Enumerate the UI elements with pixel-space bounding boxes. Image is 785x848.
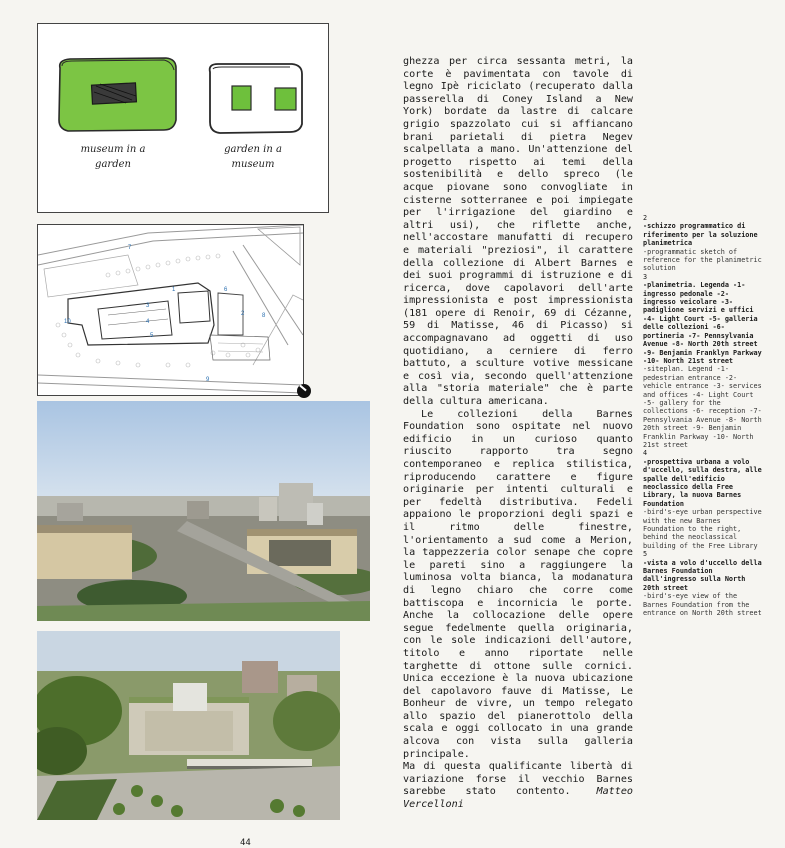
page-number: 44 [240, 838, 251, 848]
article-paragraph-3-text: Ma di questa qualificante libertà di variazione forse il vecchio Barnes sarebbe stato contento. [403, 761, 633, 798]
siteplan-label: 9 [206, 377, 210, 383]
aerial-photo-image [37, 401, 370, 621]
caption-italian: -schizzo programmatico di riferimento per la soluzione planimetrica [643, 222, 758, 248]
siteplan-label: 5 [150, 333, 154, 339]
sketch-label-garden-in-a-museum [208, 142, 298, 172]
caption-italian: -prospettiva urbana a volo d'uccello, sulla destra, alle spalle dell'edificio neoclassico della Free Library, la nuova Barnes Foundation [643, 457, 762, 508]
sketch-label-museum-in-a-garden [68, 142, 158, 172]
siteplan-label: 2 [241, 311, 245, 317]
caption-italian: -planimetria. Legenda -1- ingresso pedonale -2- ingresso veicolare -3- padiglione servizi e uffici -4- Light Court -5- galleria delle collezioni -6- portineria -7- Pennsylvania Avenue -8- North 20th street -9- Benjamin Franklyn Parkway -10- North 21st street [643, 281, 762, 365]
caption-3 [643, 273, 765, 450]
article-paragraph-3 [403, 761, 633, 811]
article-author: Matteo Vercelloni [403, 786, 633, 811]
figure-2-sketch [37, 23, 329, 213]
sketch-label-left-line-1: museum in a [80, 144, 146, 155]
figure-3-siteplan [37, 224, 304, 396]
caption-english: -bird's-eye urban perspective with the new Barnes Foundation to the right, behind the neoclassical building of the Free Library [643, 508, 762, 550]
caption-4 [643, 449, 765, 550]
siteplan-label: 10 [64, 319, 71, 325]
sketch-drawing [38, 24, 328, 212]
caption-number: 3 [643, 272, 648, 281]
siteplan-label: 6 [224, 287, 228, 293]
caption-english: -siteplan. Legend -1- pedestrian entrance -2- vehicle entrance -3- services and offices -4- Light Court -5- gallery for the collections -6- reception -7- Pennsylvania Avenue -8- North 20th street -9- Benjamin Franklin Parkway -10- North 21st street [643, 365, 762, 449]
caption-italian: -vista a volo d'uccello della Barnes Foundation dall'ingresso sulla North 20th street [643, 558, 762, 592]
north-arrow-icon [297, 384, 311, 398]
caption-english: -bird's-eye view of the Barnes Foundation from the entrance on North 20th street [643, 592, 762, 618]
article-paragraph-1: ghezza per circa sessanta metri, la corte è pavimentata con tavole di legno Ipè riciclato (recuperato dalla passerella di Coney Island a New York) bordate da lastre di calcare grigio spazzolato cui si affiancano brani parietali di pietra Negev scalpellata a mano. Un'attenzione del progetto rispetto ai temi della sostenibilità e dello spreco (le acque piovane sono convogliate in cisterne sotterranee e poi impiegate per l'irrigazione del giardino e altri usi), che riflette anche, nell'accostare manufatti di recupero e materiali "preziosi", il carattere della collezione di Albert Barnes e dei suoi programmi di istruzione e di ricerca, dove capolavori dell'arte impressionista e post impressionista (181 opere di Renoir, 69 di Cézanne, 59 di Matisse, 46 di Picasso) si accompagnavano ad oggetti di uso quotidiano, a cerniere di ferro battuto, a sculture votive messicane e così via, secondo quell'attenzione alla "storia materiale" che è parte della cultura americana. [403, 56, 633, 408]
siteplan-label: 8 [262, 313, 266, 319]
siteplan-label: 3 [146, 303, 150, 309]
sketch-label-right-line-1: garden in a [224, 144, 282, 155]
article-paragraph-2: Le collezioni della Barnes Foundation sono ospitate nel nuovo edificio in un curioso quanto riuscito rapporto tra segno contemporaneo e replica stilistica, riproducendo carattere e figure originarie per intenti culturali e per fedeltà distributiva. Fedeli appaiono le proporzioni degli spazi e il ritmo delle finestre, l'orientamento a sud come a Merion, la tappezzeria color senape che copre le pareti sino a raggiungere la luminosa volta bianca, la modanatura di legno chiaro che corre come battiscopa e incornicia le porte. Anche la collocazione delle opere segue fedelmente quella originaria, con le sole indicazioni dell'autore, titolo e anno riportate nelle targhette di ottone sulle cornici. Unica eccezione è la nuova ubicazione del capolavoro fauve di Matisse, Le Bonheur de vivre, un tempo relegato allo spazio del pianerottolo della scala e oggi collocato in una grande alcova con vista sulla galleria principale. [403, 408, 633, 760]
caption-5 [643, 550, 765, 617]
article-body [403, 56, 633, 812]
siteplan-label: 7 [128, 245, 132, 251]
sketch-label-left-line-2: garden [95, 159, 131, 170]
aerial-photo-image [37, 631, 340, 820]
siteplan-label: 1 [172, 287, 176, 293]
caption-english: -programmatic sketch of reference for the planimetric solution [643, 247, 762, 273]
figure-4-aerial-photo [37, 401, 370, 621]
figure-5-aerial-photo [37, 631, 340, 820]
captions-column [643, 214, 765, 618]
caption-number: 2 [643, 214, 648, 222]
siteplan-drawing [38, 225, 303, 395]
caption-number: 5 [643, 550, 648, 559]
caption-number: 4 [643, 449, 648, 458]
siteplan-label: 4 [146, 319, 150, 325]
caption-2 [643, 214, 765, 273]
sketch-label-right-line-2: museum [231, 159, 275, 170]
